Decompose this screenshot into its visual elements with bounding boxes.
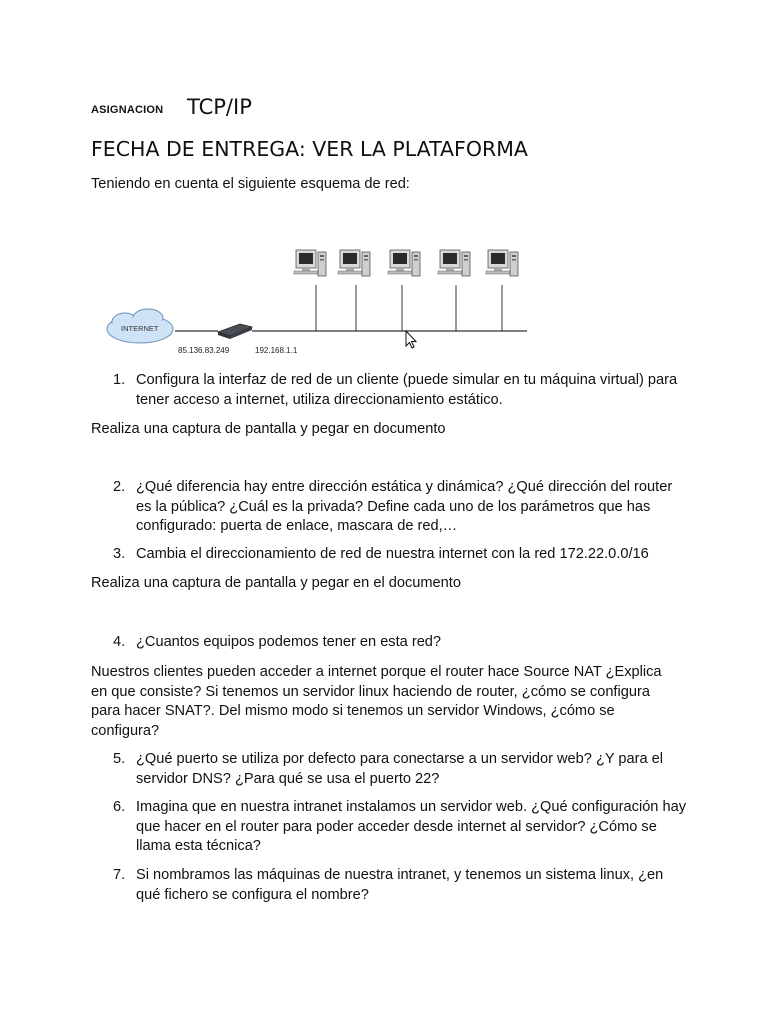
list-item-number: 3. <box>113 546 126 562</box>
intro-text: Teniendo en cuenta el siguiente esquema de red: <box>91 176 410 192</box>
computer-icon <box>438 250 470 276</box>
computer-icon <box>294 250 326 276</box>
list-item <box>113 798 687 858</box>
cloud-label: INTERNET <box>121 324 159 333</box>
list-item-number: 1. <box>113 372 126 388</box>
computer-icon <box>338 250 370 276</box>
list-item <box>113 371 683 411</box>
capture-instruction: Realiza una captura de pantalla y pegar en documento <box>91 421 446 437</box>
capture-instruction: Realiza una captura de pantalla y pegar en el documento <box>91 575 461 591</box>
list-item-number: 4. <box>113 634 126 650</box>
computer-icon <box>388 250 420 276</box>
nat-paragraph: Nuestros clientes pueden acceder a internet porque el router hace Source NAT ¿Explica en que consiste? Si tenemos un servidor linux haciendo de router, ¿cómo se configura para hacer SNAT?. Del mismo modo si tenemos un servidor Windows, ¿cómo se configura? <box>91 664 662 739</box>
network-diagram <box>100 240 540 360</box>
list-item-text: Si nombramos las máquinas de nuestra intranet, y tenemos un sistema linux, ¿en qué fichero se configura el nombre? <box>136 867 664 903</box>
router-icon <box>218 324 252 339</box>
list-item-text: ¿Qué puerto se utiliza por defecto para conectarse a un servidor web? ¿Y para el servidor DNS? ¿Para qué se usa el puerto 22? <box>136 751 664 787</box>
list-item-text: Cambia el direccionamiento de red de nuestra internet con la red 172.22.0.0/16 <box>136 546 649 562</box>
computer-icon <box>486 250 518 276</box>
list-item-number: 2. <box>113 479 126 495</box>
due-date-heading: FECHA DE ENTREGA: VER LA PLATAFORMA <box>91 137 528 161</box>
list-item-number: 5. <box>113 751 126 767</box>
list-item <box>113 478 683 538</box>
private-ip-label: 192.168.1.1 <box>255 346 298 355</box>
public-ip-label: 85.136.83.249 <box>178 346 230 355</box>
mouse-cursor-icon <box>406 331 416 348</box>
list-item <box>113 633 683 653</box>
list-item-text: Imagina que en nuestra intranet instalamos un servidor web. ¿Qué configuración hay que hacer en el router para poder acceder desde internet al servidor? ¿Cómo se llama esta técnica? <box>136 799 687 854</box>
list-item <box>113 750 683 790</box>
list-item-text: ¿Cuantos equipos podemos tener en esta red? <box>136 634 442 650</box>
list-item-text: Configura la interfaz de red de un cliente (puede simular en tu máquina virtual) para tener acceso a internet, utiliza direccionamiento estático. <box>136 372 678 408</box>
topic-title: TCP/IP <box>187 95 252 119</box>
list-item-number: 7. <box>113 867 126 883</box>
assignment-label: ASIGNACION <box>91 104 164 116</box>
list-item-number: 6. <box>113 799 126 815</box>
list-item <box>113 866 683 906</box>
list-item <box>113 545 683 565</box>
list-item-text: ¿Qué diferencia hay entre dirección estática y dinámica? ¿Qué dirección del router es la pública? ¿Cuál es la privada? Define cada uno de los parámetros que has configurado: puerta de enlace, mascara de red,… <box>136 479 673 534</box>
